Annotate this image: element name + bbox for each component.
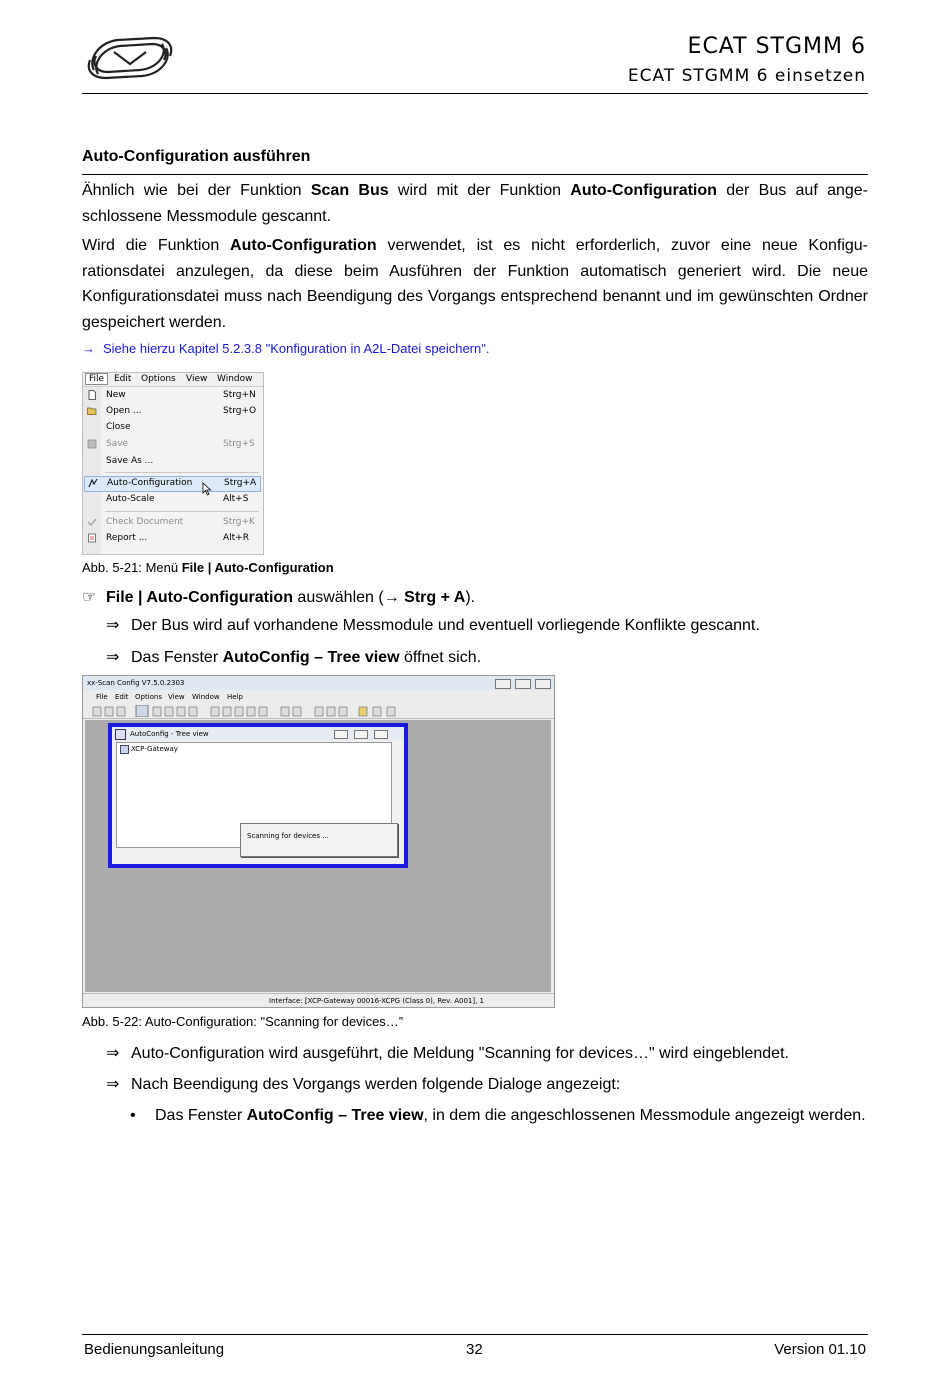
scanning-dialog <box>240 823 398 857</box>
menu-item-new[interactable]: New Strg+N <box>83 389 261 404</box>
cross-reference[interactable] <box>82 341 489 356</box>
menu-bar <box>83 373 263 387</box>
app-title-bar <box>83 676 554 690</box>
menu-item-save-as[interactable]: Save As ... <box>106 456 154 466</box>
p1-text-e: der Bus auf ange-schlossene Messmodule gescannt. <box>82 182 868 225</box>
bullet-item <box>130 1103 868 1128</box>
app-menu-help[interactable]: Help <box>227 693 243 701</box>
result-step-3: ⇒ Auto-Configuration wird ausgeführt, die Meldung "Scanning for devices…" wird eingeblendet. <box>106 1041 789 1066</box>
app-toolbar <box>83 704 554 719</box>
status-bar <box>83 993 554 1008</box>
p2-bold-auto-config: Auto-Configuration <box>230 237 377 254</box>
implies-arrow-icon: ⇒ <box>106 649 120 666</box>
tree-window-title-bar <box>112 727 404 740</box>
header-subtitle: ECAT STGMM 6 einsetzen <box>627 66 866 86</box>
header-title: ECAT STGMM 6 <box>687 34 866 59</box>
app-menu-bar <box>83 691 554 703</box>
menu-view[interactable]: View <box>186 374 208 384</box>
save-icon <box>87 439 97 449</box>
menu-separator <box>105 472 259 473</box>
scanning-message: Scanning for devices ... <box>247 832 329 840</box>
menu-item-open[interactable]: Open ... Strg+O <box>83 405 261 420</box>
result-step-2: ⇒ Das Fenster AutoConfig – Tree view öffnet sich. <box>106 645 481 670</box>
bullet-icon: • <box>130 1107 136 1124</box>
app-menu-window[interactable]: Window <box>192 693 220 701</box>
toolbar-icons <box>91 705 421 717</box>
app-icon <box>115 729 126 740</box>
menu-item-auto-configuration[interactable]: Auto-Configuration Strg+A <box>84 476 261 492</box>
gateway-node-icon <box>120 745 129 754</box>
action-step: ☞ File | Auto-Configuration auswählen (→ Strg + A). <box>82 585 475 610</box>
footer-left: Bedienungsanleitung <box>84 1341 225 1358</box>
menu-file[interactable]: File <box>85 373 108 385</box>
p2-text-a: Wird die Funktion <box>82 237 231 254</box>
file-menu-screenshot <box>82 372 264 555</box>
close-button[interactable] <box>535 679 551 689</box>
p2-text-c: verwendet, ist es nicht erforderlich, zuvor eine neue Konfigu-rationsdatei anzulegen, da diese beim Ausführen der Funktion automatisch generiert wird. Die neue Konfigurationsdatei muss nach Beendigung des Vorgangs entsprechend benannt und im gewünschten Ordner gespeichert werden. <box>82 237 868 331</box>
app-menu-file[interactable]: File <box>96 693 108 701</box>
new-file-icon <box>87 390 97 400</box>
section-title: Auto-Configuration ausführen <box>82 148 311 165</box>
menu-item-auto-scale[interactable]: Auto-Scale Alt+S <box>106 494 249 504</box>
company-logo <box>84 30 176 86</box>
menu-separator <box>105 511 259 512</box>
page-number: 32 <box>466 1341 483 1358</box>
section-divider <box>82 174 868 175</box>
tree-node-xcp-gateway[interactable]: XCP-Gateway <box>131 745 178 753</box>
result-step-1: ⇒ Der Bus wird auf vorhandene Messmodule und eventuell vorliegende Konflikte gescannt. <box>106 613 760 638</box>
tree-window-title: AutoConfig - Tree view <box>130 730 209 738</box>
figure-caption-5-21: Abb. 5-21: Menü File | Auto-Configuration <box>82 560 334 575</box>
maximize-button[interactable] <box>515 679 531 689</box>
status-interface-text: Interface: [XCP-Gateway 00016-XCPG (Class 0), Rev. A001], 1 <box>269 997 485 1005</box>
bullet-text: Das Fenster AutoConfig – Tree view, in dem die angeschlossenen Messmodule angezeigt werden. <box>155 1107 866 1124</box>
paragraph-2 <box>82 233 868 335</box>
pointing-hand-icon: ☞ <box>82 589 97 606</box>
app-window-title: xx-Scan Config V7.5.0.2303 <box>87 679 185 687</box>
app-menu-edit[interactable]: Edit <box>115 693 129 701</box>
implies-arrow-icon: ⇒ <box>106 1076 120 1093</box>
implies-arrow-icon: ⇒ <box>106 1045 120 1062</box>
report-icon <box>87 533 97 543</box>
paragraph-1 <box>82 178 868 229</box>
auto-config-icon <box>88 478 98 488</box>
figure-caption-5-22: Abb. 5-22: Auto-Configuration: "Scanning for devices…” <box>82 1014 404 1029</box>
menu-item-save[interactable]: Save Strg+S <box>83 438 261 453</box>
app-menu-options[interactable]: Options <box>135 693 163 701</box>
reference-link[interactable]: Siehe hierzu Kapitel 5.2.3.8 "Konfiguration in A2L-Datei speichern". <box>103 341 490 356</box>
footer-divider <box>82 1334 868 1335</box>
menu-edit[interactable]: Edit <box>114 374 132 384</box>
child-close-button[interactable] <box>374 730 388 739</box>
menu-item-close[interactable]: Close <box>106 422 131 432</box>
autoconfig-tree-window <box>108 723 408 868</box>
footer-version: Version 01.10 <box>774 1341 866 1358</box>
p1-text-c: wird mit der Funktion <box>388 182 571 199</box>
p1-text-a: Ähnlich wie bei der Funktion <box>82 182 311 199</box>
minimize-button[interactable] <box>495 679 511 689</box>
arrow-right-icon: → <box>82 341 95 356</box>
p1-bold-scan-bus: Scan Bus <box>310 182 389 199</box>
open-folder-icon <box>87 406 97 416</box>
menu-item-check-document[interactable]: Check Document Strg+K <box>83 516 261 531</box>
result-step-4: ⇒ Nach Beendigung des Vorgangs werden folgende Dialoge angezeigt: <box>106 1072 620 1097</box>
child-maximize-button[interactable] <box>354 730 368 739</box>
p1-bold-auto-config: Auto-Configuration <box>570 182 717 199</box>
app-menu-view[interactable]: View <box>168 693 185 701</box>
child-minimize-button[interactable] <box>334 730 348 739</box>
implies-arrow-icon: ⇒ <box>106 617 120 634</box>
scan-config-screenshot <box>82 675 555 1008</box>
check-icon <box>87 517 97 527</box>
header-divider <box>82 93 868 94</box>
menu-window[interactable]: Window <box>217 374 253 384</box>
menu-options[interactable]: Options <box>141 374 176 384</box>
menu-item-report[interactable]: Report ... Alt+R <box>83 532 261 547</box>
